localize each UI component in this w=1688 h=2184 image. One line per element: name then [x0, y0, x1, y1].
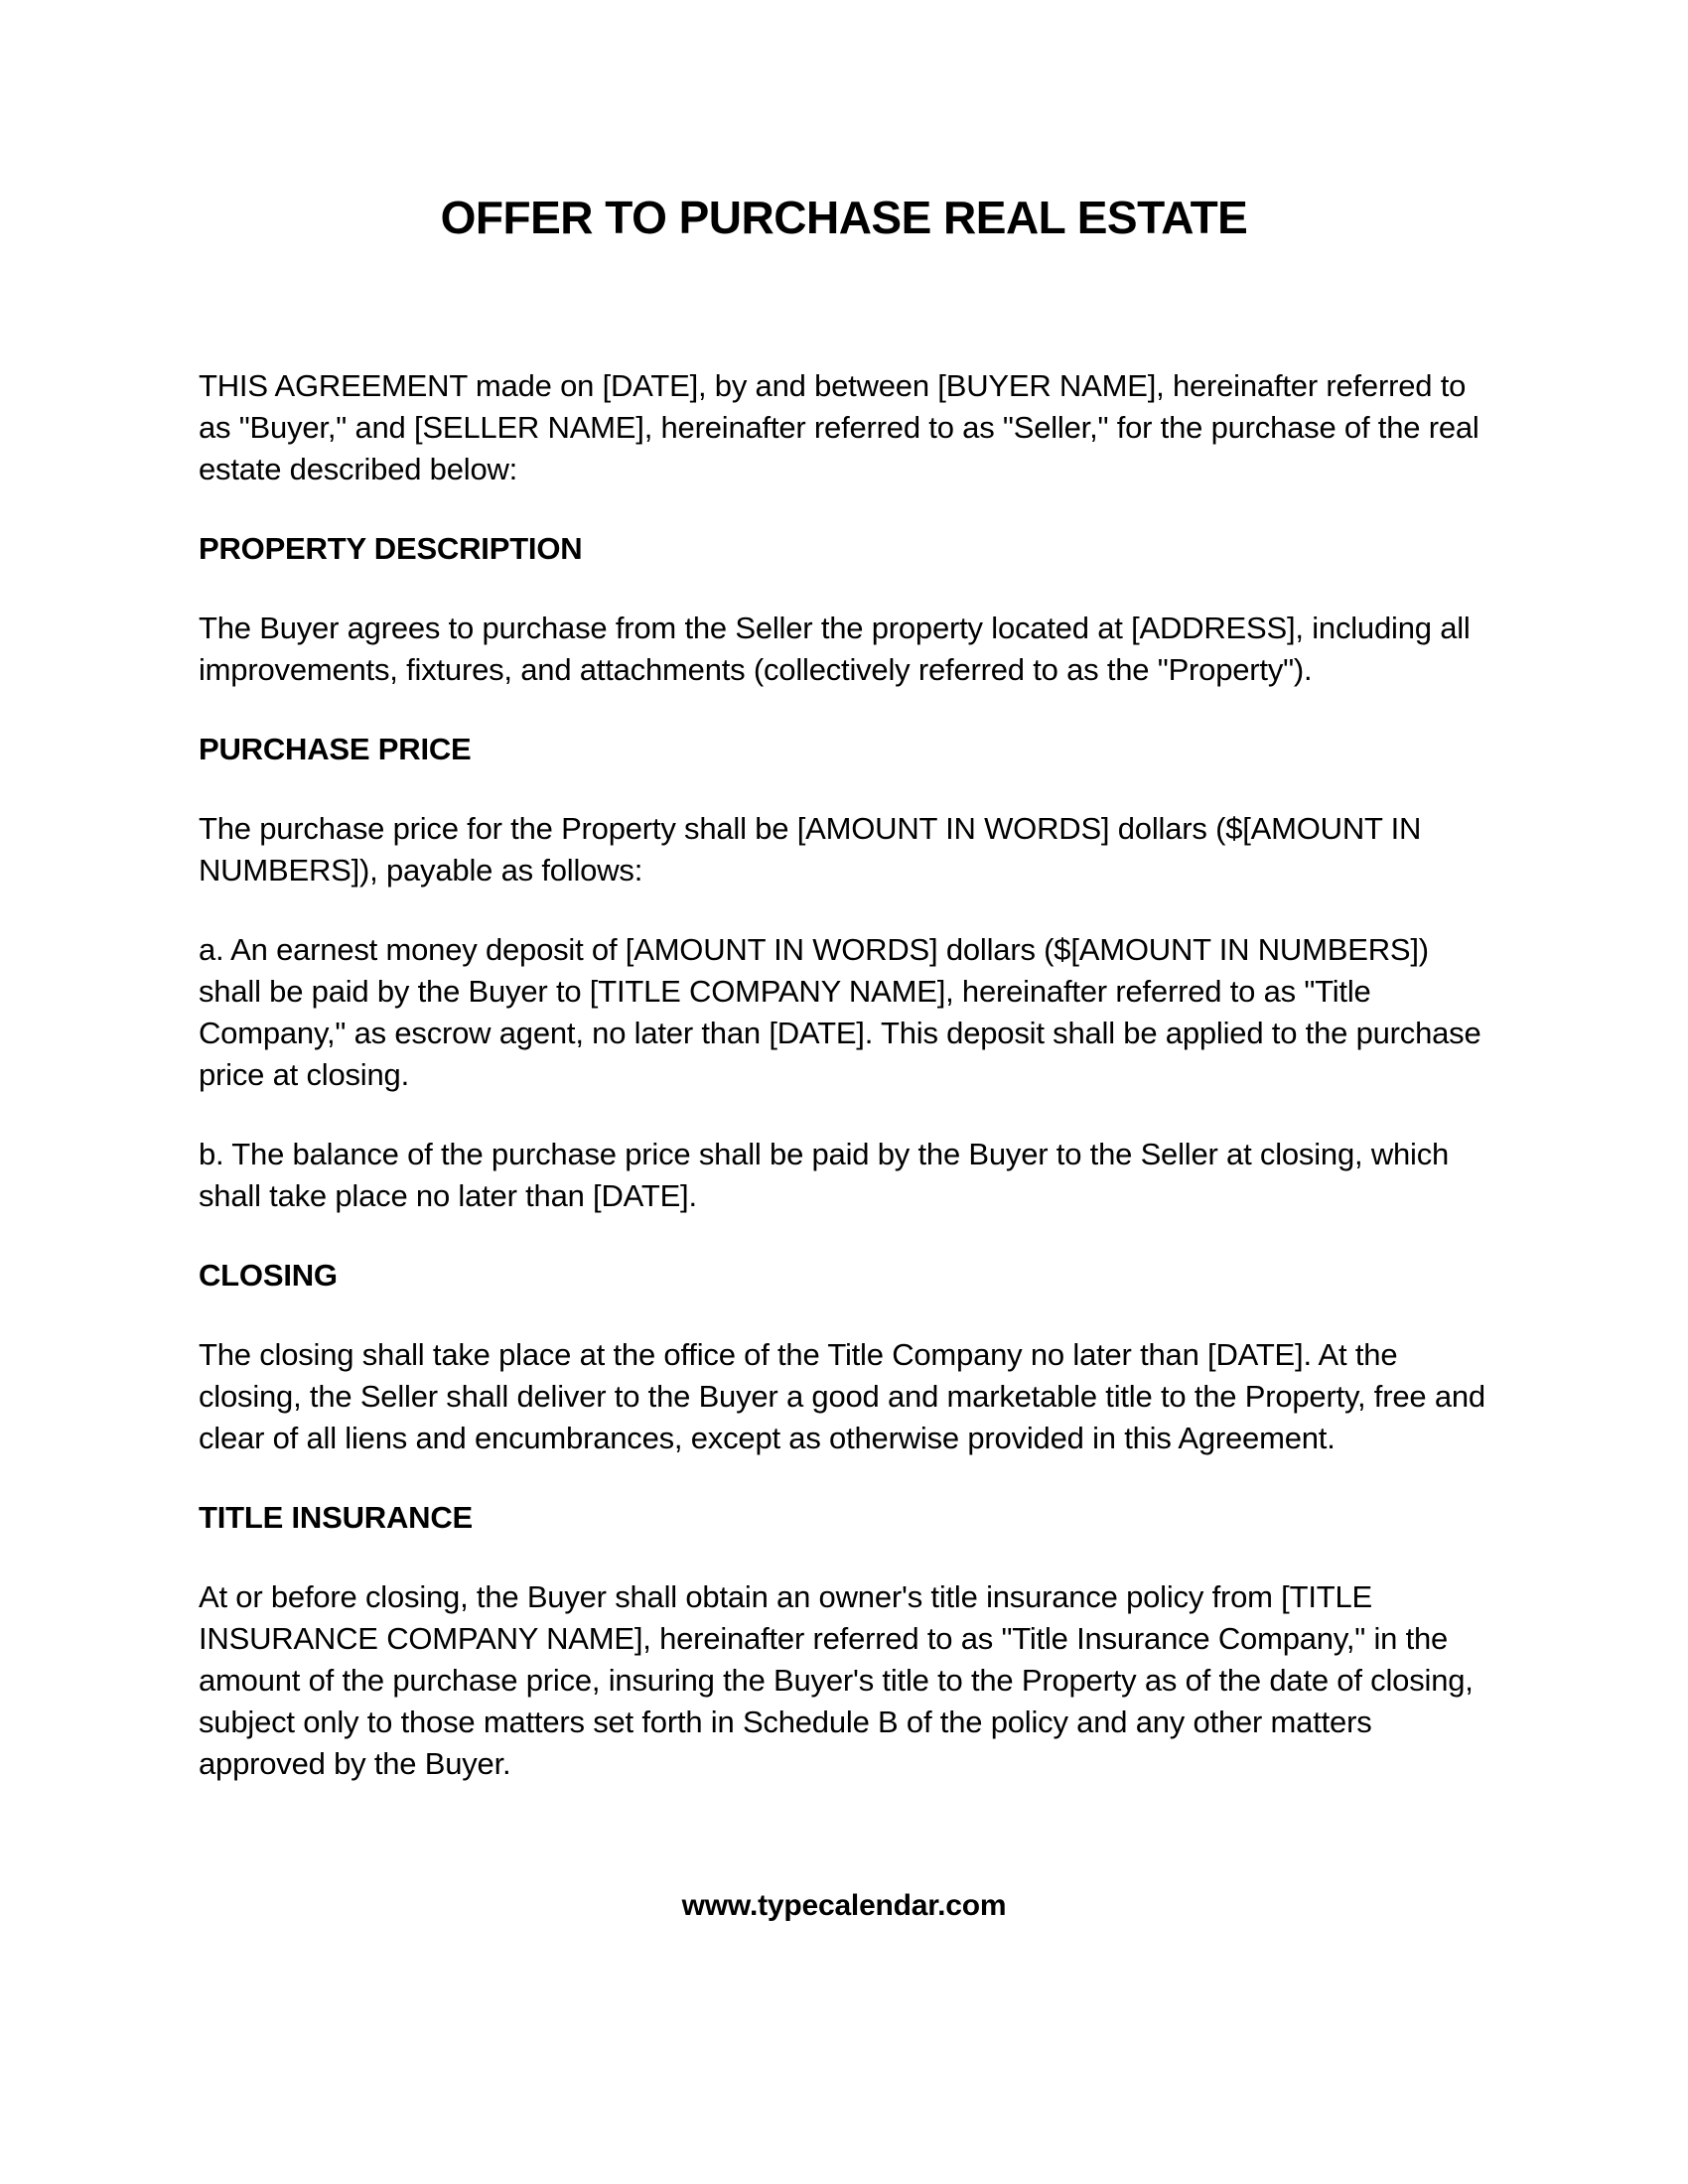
closing-paragraph: The closing shall take place at the office of the Title Company no later than [DATE]. At the closing, the Seller shall deliver to the Buyer a good and marketable title to the Property, free and clear of all liens and encumbrances, except as otherwise provided in this Agreement. — [199, 1337, 1485, 1455]
document-title: OFFER TO PURCHASE REAL ESTATE — [440, 192, 1248, 243]
section-heading-purchase-price: PURCHASE PRICE — [199, 732, 472, 766]
section-heading-closing: CLOSING — [199, 1258, 338, 1293]
purchase-price-clause-b: b. The balance of the purchase price shall be paid by the Buyer to the Seller at closing, which shall take place no later than [DATE]. — [199, 1137, 1450, 1213]
intro-paragraph: THIS AGREEMENT made on [DATE], by and between [BUYER NAME], hereinafter referred to as "Buyer," and [SELLER NAME], hereinafter referred to as "Seller," for the purchase of the real estate described below: — [199, 368, 1479, 486]
section-heading-title-insurance: TITLE INSURANCE — [199, 1500, 474, 1535]
title-insurance-paragraph: At or before closing, the Buyer shall obtain an owner's title insurance policy from [TITLE INSURANCE COMPANY NAME], hereinafter referred to as "Title Insurance Company," in the amount of the purchase price, insuring the Buyer's title to the Property as of the date of closing, subject only to those matters set forth in Schedule B of the policy and any other matters approved by the Buyer. — [199, 1579, 1474, 1781]
document-body — [199, 365, 1499, 1785]
section-heading-property-description: PROPERTY DESCRIPTION — [199, 531, 583, 566]
purchase-price-clause-a: a. An earnest money deposit of [AMOUNT IN WORDS] dollars ($[AMOUNT IN NUMBERS]) shall be paid by the Buyer to [TITLE COMPANY NAME], hereinafter referred to as "Title Company," as escrow agent, no later than [DATE]. This deposit shall be applied to the purchase price at closing. — [199, 932, 1481, 1092]
property-description-paragraph: The Buyer agrees to purchase from the Seller the property located at [ADDRESS], including all improvements, fixtures, and attachments (collectively referred to as the "Property"). — [199, 611, 1471, 687]
purchase-price-paragraph: The purchase price for the Property shall be [AMOUNT IN WORDS] dollars ($[AMOUNT IN NUMBERS]), payable as follows: — [199, 811, 1422, 887]
footer-url: www.typecalendar.com — [681, 1889, 1007, 1922]
